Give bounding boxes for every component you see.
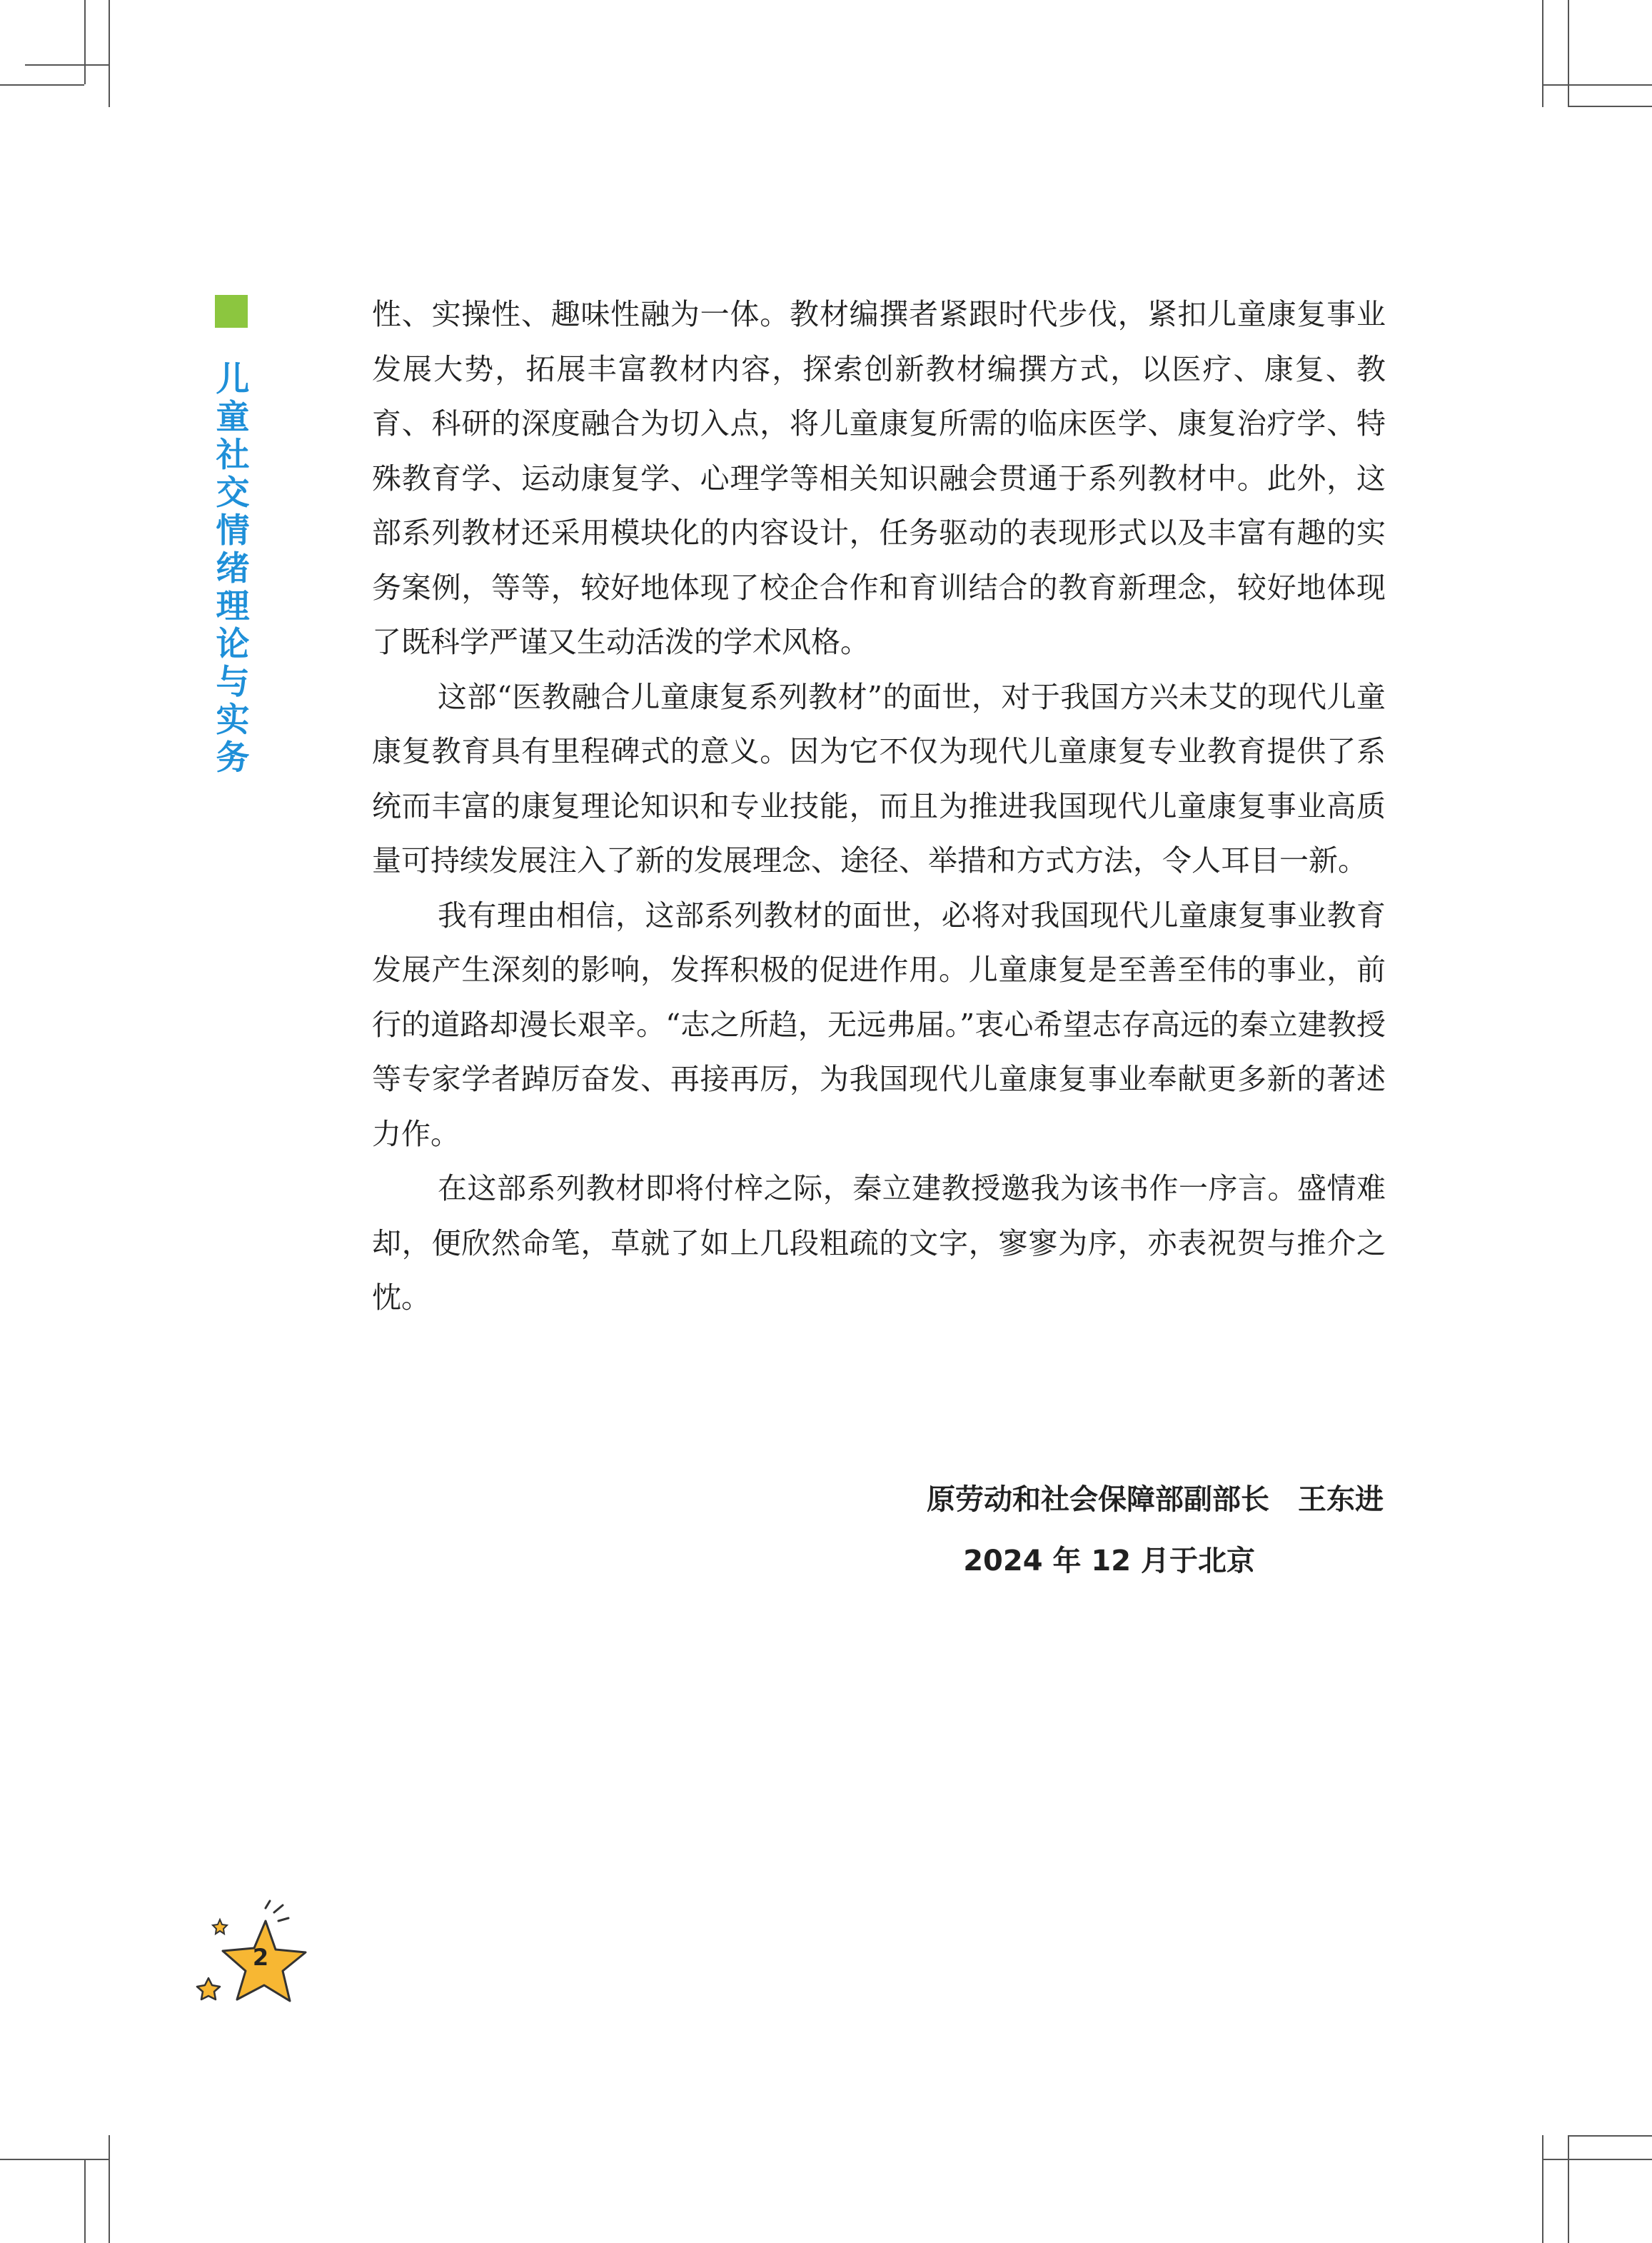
paragraph: 我有理由相信，这部系列教材的面世，必将对我国现代儿童康复事业教育发展产生深刻的影响，发挥积极的促进作用。儿童康复是至善至伟的事业，前行的道路却漫长艰辛。“志之所趋，无远弗届。”衷心希望志存高远的秦立建教授等专家学者踔厉奋发、再接再厉，为我国现代儿童康复事业奉献更多新的著述力作。 (372, 898, 1386, 1151)
crop-mark (1568, 0, 1569, 107)
crop-mark (1568, 106, 1652, 107)
page-number: 2 (252, 1944, 269, 1971)
crop-mark (0, 84, 84, 86)
date-place: 2024 年 12 月于北京 (963, 1545, 1255, 1577)
crop-mark (1542, 2135, 1543, 2243)
signature-block (785, 1472, 1384, 1588)
author-title: 原劳动和社会保障部副部长 王东进 (927, 1483, 1384, 1516)
crop-mark (1542, 0, 1543, 107)
paragraph: 在这部系列教材即将付梓之际，秦立建教授邀我为该书作一序言。盛情难却，便欣然命笔，草就了如上几段粗疏的文字，寥寥为序，亦表祝贺与推介之忱。 (372, 1171, 1386, 1315)
crop-mark (1568, 2135, 1652, 2137)
side-tab-marker (215, 295, 248, 328)
crop-mark (1542, 84, 1652, 86)
crop-mark (0, 2159, 110, 2160)
crop-mark (25, 64, 109, 66)
paragraph: 性、实操性、趣味性融为一体。教材编撰者紧跟时代步伐，紧扣儿童康复事业发展大势，拓展丰富教材内容，探索创新教材编撰方式，以医疗、康复、教育、科研的深度融合为切入点，将儿童康复所需的临床医学、康复治疗学、特殊教育学、运动康复学、心理学等相关知识融会贯通于系列教材中。此外，这部系列教材还采用模块化的内容设计，任务驱动的表现形式以及丰富有趣的实务案例，等等，较好地体现了校企合作和育训结合的教育新理念，较好地体现了既科学严谨又生动活泼的学术风格。 (372, 297, 1386, 659)
crop-mark (84, 0, 86, 84)
crop-mark (1568, 2135, 1569, 2243)
crop-mark (84, 2159, 86, 2243)
crop-mark (1542, 2159, 1652, 2160)
paragraph: 这部“医教融合儿童康复系列教材”的面世，对于我国方兴未艾的现代儿童康复教育具有里程碑式的意义。因为它不仅为现代儿童康复专业教育提供了系统而丰富的康复理论知识和专业技能，而且为推进我国现代儿童康复事业高质量可持续发展注入了新的发展理念、途径、举措和方式方法，令人耳目一新。 (372, 679, 1386, 878)
running-head-title: 儿童社交情绪理论与实务 (216, 360, 250, 778)
body-text (372, 287, 1386, 1325)
crop-mark (109, 2135, 110, 2243)
crop-mark (109, 0, 110, 107)
